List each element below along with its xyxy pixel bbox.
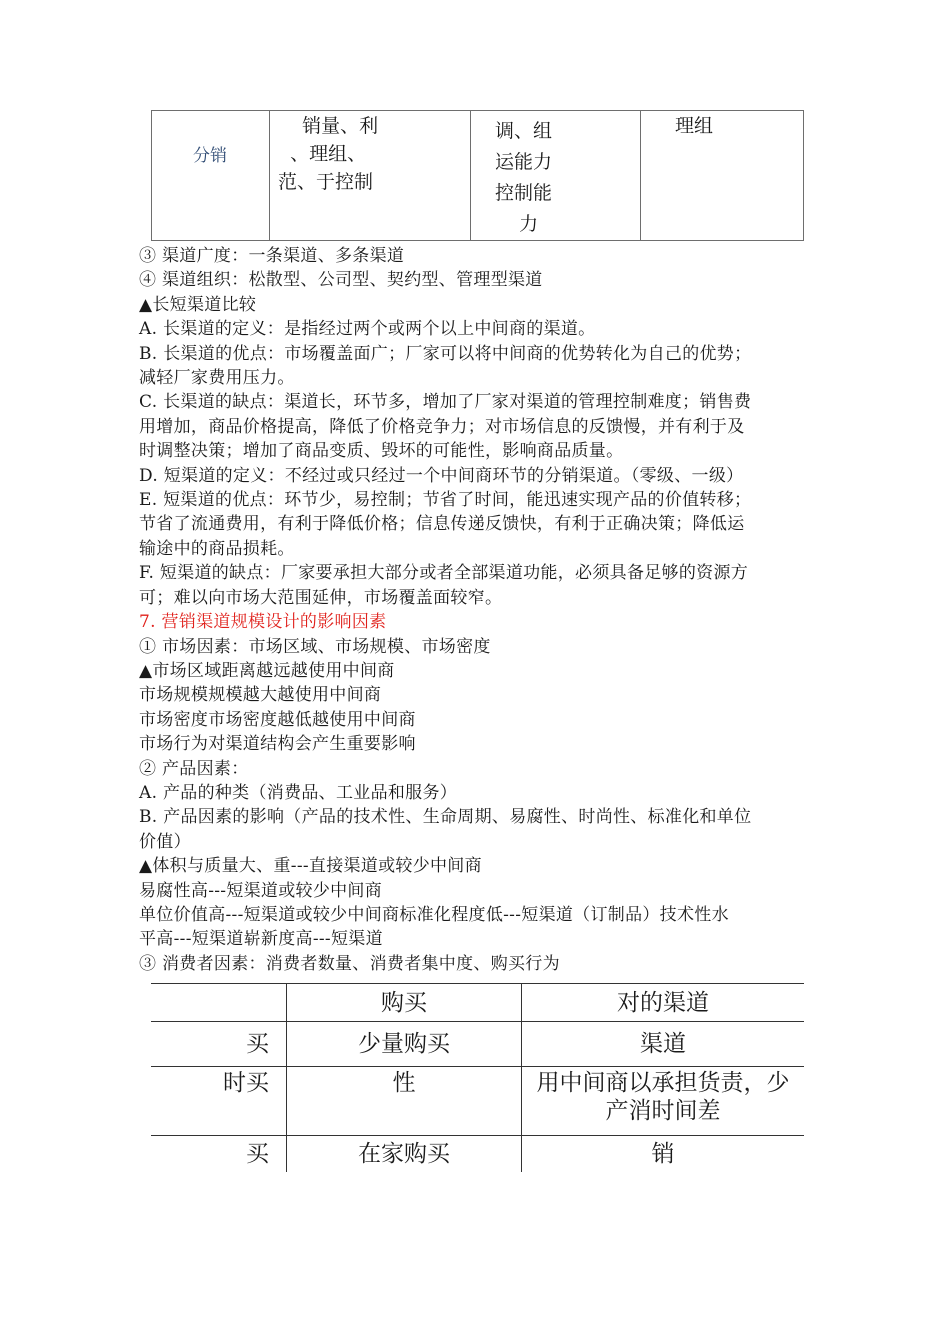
text-line: D. 短渠道的定义：不经过或只经过一个中间商环节的分销渠道。（零级、一级）: [139, 465, 744, 486]
text-line: 输途中的商品损耗。: [139, 538, 295, 559]
table-cell: 购买: [287, 984, 522, 1022]
text-line: ② 产品因素：: [139, 758, 249, 779]
cell-line: 、理组、: [278, 143, 367, 165]
cell-line: 控制能: [495, 182, 553, 204]
table-row: [151, 1022, 804, 1067]
text-line: F. 短渠道的缺点：厂家要承担大部分或者全部渠道功能，必须具备足够的资源方: [139, 563, 749, 584]
text-line: 节省了流通费用，有利于降低价格；信息传递反馈快，有利于正确决策；降低运: [139, 514, 745, 535]
text-line: 平高---短渠道崭新度高---短渠道: [139, 929, 383, 950]
table-cell: 销: [522, 1136, 805, 1173]
text-line: 减轻厂家费用压力。: [139, 368, 295, 389]
table-cell: 在家购买: [287, 1136, 522, 1173]
text-line: ③ 渠道广度：一条渠道、多条渠道: [139, 246, 405, 266]
table-row: [151, 984, 804, 1022]
text-line: 易腐性高---短渠道或较少中间商: [139, 880, 383, 901]
table-row: [151, 1136, 804, 1173]
consumer-factor-table: [151, 983, 804, 1172]
table-cell: 买: [151, 1136, 287, 1173]
text-line: 价值）: [139, 831, 191, 852]
cell-line: 力: [495, 213, 539, 235]
text-line: 用增加，商品价格提高，降低了价格竞争力；对市场信息的反馈慢，并有利于及: [139, 416, 745, 437]
table-cell: 时买: [151, 1067, 287, 1136]
text-line: A. 长渠道的定义：是指经过两个或两个以上中间商的渠道。: [139, 319, 596, 340]
row-label: 分销: [193, 146, 227, 166]
text-line: ▲长短渠道比较: [139, 294, 257, 315]
cell-line: 调、组: [495, 120, 553, 142]
text-line: 市场规模规模越大越使用中间商: [139, 685, 382, 706]
table-cell: [152, 111, 270, 241]
table-row: [152, 111, 804, 241]
table-cell: [641, 111, 804, 241]
cell-text: [641, 111, 803, 140]
text-line: ▲体积与质量大、重---直接渠道或较少中间商: [139, 856, 482, 877]
cell-text: [270, 111, 470, 196]
section-heading: 7. 营销渠道规模设计的影响因素: [139, 612, 387, 633]
text-line: B. 长渠道的优点：市场覆盖面广；厂家可以将中间商的优势转化为自己的优势；: [139, 343, 752, 364]
text-line: B. 产品因素的影响（产品的技术性、生命周期、易腐性、时尚性、标准化和单位: [139, 807, 752, 828]
table-cell: [270, 111, 471, 241]
cell-line: 销量、利: [278, 115, 379, 137]
text-line: 市场行为对渠道结构会产生重要影响: [139, 734, 416, 755]
table-cell: 性: [287, 1067, 522, 1136]
cell-line: 理组: [675, 115, 714, 137]
table-cell: 少量购买: [287, 1022, 522, 1067]
text-line: ④ 渠道组织：松散型、公司型、契约型、管理型渠道: [139, 270, 543, 291]
cell-line: 运能力: [495, 151, 553, 173]
cell-line: 范、于控制: [278, 171, 374, 193]
text-line: C. 长渠道的缺点：渠道长，环节多，增加了厂家对渠道的管理控制难度；销售费: [139, 392, 752, 413]
table-cell: 对的渠道: [522, 984, 805, 1022]
table-cell: 买: [151, 1022, 287, 1067]
text-line: E. 短渠道的优点：环节少，易控制；节省了时间，能迅速实现产品的价值转移；: [139, 490, 752, 511]
table-cell: 渠道: [522, 1022, 805, 1067]
table-cell: [151, 984, 287, 1022]
table-row: [151, 1067, 804, 1136]
body-text: [139, 244, 819, 976]
distribution-table: [151, 110, 804, 241]
text-line: 市场密度市场密度越低越使用中间商: [139, 709, 416, 730]
text-line: 时调整决策；增加了商品变质、毁坏的可能性，影响商品质量。: [139, 441, 624, 462]
text-line: ▲市场区域距离越远越使用中间商: [139, 660, 395, 681]
table-cell: [471, 111, 641, 241]
text-line: ① 市场因素：市场区域、市场规模、市场密度: [139, 636, 491, 657]
text-line: A. 产品的种类（消费品、工业品和服务）: [139, 782, 458, 803]
table-cell: 用中间商以承担货责，少 产消时间差: [522, 1067, 805, 1136]
text-line: 可；难以向市场大范围延伸，市场覆盖面较窄。: [139, 587, 503, 608]
cell-text: [471, 111, 640, 240]
text-line: 单位价值高---短渠道或较少中间商标准化程度低---短渠道（订制品）技术性水: [139, 904, 729, 925]
text-line: ③ 消费者因素：消费者数量、消费者集中度、购买行为: [139, 953, 560, 974]
